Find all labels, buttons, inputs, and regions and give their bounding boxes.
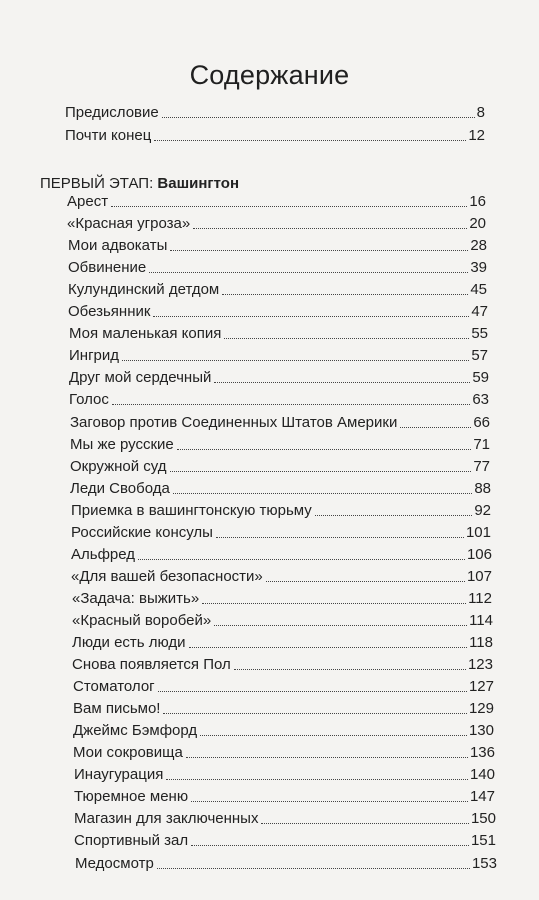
dot-leader (261, 823, 469, 824)
page-title: Содержание (189, 60, 350, 90)
toc-entry-page-number: 92 (474, 502, 491, 519)
toc-entry-title: Арест (67, 193, 109, 210)
dot-leader (170, 471, 472, 472)
toc-entry-title: Почти конец (65, 127, 152, 144)
toc-entry-title: Стоматолог (73, 678, 155, 695)
toc-entry-page-number: 88 (474, 480, 491, 497)
section-prefix: ПЕРВЫЙ ЭТАП: (40, 175, 158, 192)
toc-entry-page-number: 77 (473, 458, 490, 475)
dot-leader (214, 625, 467, 626)
toc-entry (68, 281, 487, 299)
dot-leader (214, 382, 470, 383)
toc-entry-page-number: 12 (468, 127, 485, 144)
section-name: Вашингтон (157, 175, 239, 192)
toc-entry (73, 744, 495, 762)
dot-leader (266, 581, 465, 582)
toc-entry (70, 480, 491, 498)
toc-entry-page-number: 118 (469, 634, 493, 651)
dot-leader (200, 735, 467, 736)
toc-entry (71, 568, 492, 586)
toc-entry-page-number: 45 (470, 281, 487, 298)
toc-entry-title: «Для вашей безопасности» (71, 568, 263, 585)
toc-entry-title: Заговор против Соединенных Штатов Америки (70, 414, 398, 431)
dot-leader (191, 801, 468, 802)
dot-leader (111, 206, 467, 207)
dot-leader (224, 338, 469, 339)
toc-entry (69, 347, 488, 365)
toc-entry-title: Российские консулы (71, 524, 213, 541)
toc-entry-title: Обезьянник (68, 303, 151, 320)
toc-entry-page-number: 129 (468, 700, 494, 717)
toc-entry-page-number: 71 (473, 436, 490, 453)
toc-entry-page-number: 63 (472, 391, 489, 408)
toc-entry-title: Снова появляется Пол (72, 656, 231, 673)
toc-entry (74, 810, 496, 828)
toc-entry-title: Ингрид (69, 347, 120, 364)
toc-entry-title: Медосмотр (75, 855, 154, 872)
toc-entry-title: Моя маленькая копия (69, 325, 222, 342)
toc-entry-title: Голос (69, 391, 109, 408)
toc-entry-page-number: 57 (471, 347, 488, 364)
toc-entry (69, 391, 489, 409)
toc-entry-title: Вам письмо! (73, 700, 161, 717)
toc-entry-title: Мои сокровища (73, 744, 183, 761)
toc-entry-page-number: 55 (471, 325, 488, 342)
toc-entry-page-number: 130 (468, 722, 494, 739)
toc-entry-page-number: 47 (471, 303, 488, 320)
toc-entry (68, 303, 488, 321)
toc-entry-page-number: 153 (471, 855, 497, 872)
toc-entry-page-number: 8 (476, 104, 485, 121)
dot-leader (170, 250, 468, 251)
toc-entry (72, 656, 493, 674)
toc-entry-page-number: 106 (466, 546, 492, 563)
toc-entry-page-number: 150 (470, 810, 496, 827)
dot-leader (189, 647, 468, 648)
toc-entry-title: Джеймс Бэмфорд (73, 722, 198, 739)
dot-leader (157, 868, 470, 869)
dot-leader (149, 272, 468, 273)
dot-leader (162, 117, 475, 118)
dot-leader (138, 559, 465, 560)
toc-entry-page-number: 147 (469, 788, 495, 805)
dot-leader (186, 757, 468, 758)
toc-entry-title: Предисловие (65, 104, 159, 121)
toc-entry (75, 855, 497, 873)
toc-entry-title: Альфред (71, 546, 136, 563)
toc-entry-page-number: 28 (470, 237, 487, 254)
dot-leader (122, 360, 469, 361)
toc-entry-page-number: 127 (468, 678, 494, 695)
toc-entry-page-number: 112 (468, 590, 492, 607)
toc-entry-title: «Красный воробей» (72, 612, 212, 629)
toc-entry (70, 414, 490, 432)
toc-entry (69, 325, 488, 343)
toc-entry-page-number: 123 (467, 656, 493, 673)
toc-entry-title: Магазин для заключенных (74, 810, 259, 827)
toc-entry (72, 612, 493, 630)
dot-leader (158, 691, 467, 692)
toc-entry-page-number: 20 (469, 215, 486, 232)
dot-leader (153, 316, 469, 317)
toc-entry (65, 104, 485, 122)
toc-entry (72, 634, 493, 652)
toc-entry (74, 766, 495, 784)
dot-leader (400, 427, 471, 428)
section-heading (40, 175, 239, 193)
dot-leader (163, 713, 467, 714)
toc-entry (68, 259, 487, 277)
toc-entry (71, 546, 492, 564)
toc-entry-title: Мы же русские (70, 436, 174, 453)
dot-leader (166, 779, 468, 780)
toc-entry (67, 193, 486, 211)
toc-entry-title: Люди есть люди (72, 634, 186, 651)
toc-entry-title: Мои адвокаты (68, 237, 168, 254)
dot-leader (315, 515, 473, 516)
toc-entry-page-number: 16 (469, 193, 486, 210)
toc-entry-page-number: 107 (466, 568, 492, 585)
dot-leader (177, 449, 472, 450)
toc-entry-page-number: 136 (469, 744, 495, 761)
toc-entry-page-number: 101 (465, 524, 491, 541)
toc-entry-page-number: 140 (469, 766, 495, 783)
toc-entry (74, 832, 496, 850)
toc-entry (71, 502, 491, 520)
toc-entry-title: Окружной суд (70, 458, 167, 475)
toc-entry-title: «Красная угроза» (67, 215, 191, 232)
toc-entry-title: Кулундинский детдом (68, 281, 220, 298)
toc-entry (68, 237, 487, 255)
dot-leader (191, 845, 469, 846)
toc-entry-title: Тюремное меню (74, 788, 189, 805)
toc-entry-page-number: 114 (469, 612, 493, 629)
toc-entry (69, 369, 489, 387)
dot-leader (173, 493, 472, 494)
toc-entry-page-number: 59 (472, 369, 489, 386)
toc-entry-title: Приемка в вашингтонскую тюрьму (71, 502, 312, 519)
toc-entry-title: Спортивный зал (74, 832, 189, 849)
dot-leader (234, 669, 466, 670)
toc-entry-title: Инаугурация (74, 766, 164, 783)
toc-entry-title: Леди Свобода (70, 480, 170, 497)
toc-entry-title: Обвинение (68, 259, 147, 276)
toc-entry (73, 700, 494, 718)
toc-entry (72, 590, 492, 608)
toc-entry-title: «Задача: выжить» (72, 590, 200, 607)
toc-entry (70, 458, 490, 476)
toc-entry-page-number: 151 (470, 832, 496, 849)
toc-entry (73, 678, 494, 696)
toc-entry-page-number: 39 (470, 259, 487, 276)
toc-entry (70, 436, 490, 454)
toc-entry (74, 788, 495, 806)
dot-leader (112, 404, 470, 405)
dot-leader (193, 228, 467, 229)
toc-entry (71, 524, 491, 542)
toc-entry (67, 215, 486, 233)
dot-leader (154, 140, 466, 141)
toc-entry-page-number: 66 (473, 414, 490, 431)
toc-entry (73, 722, 494, 740)
dot-leader (216, 537, 464, 538)
toc-entry (65, 127, 485, 145)
dot-leader (202, 603, 466, 604)
dot-leader (222, 294, 468, 295)
toc-entry-title: Друг мой сердечный (69, 369, 212, 386)
